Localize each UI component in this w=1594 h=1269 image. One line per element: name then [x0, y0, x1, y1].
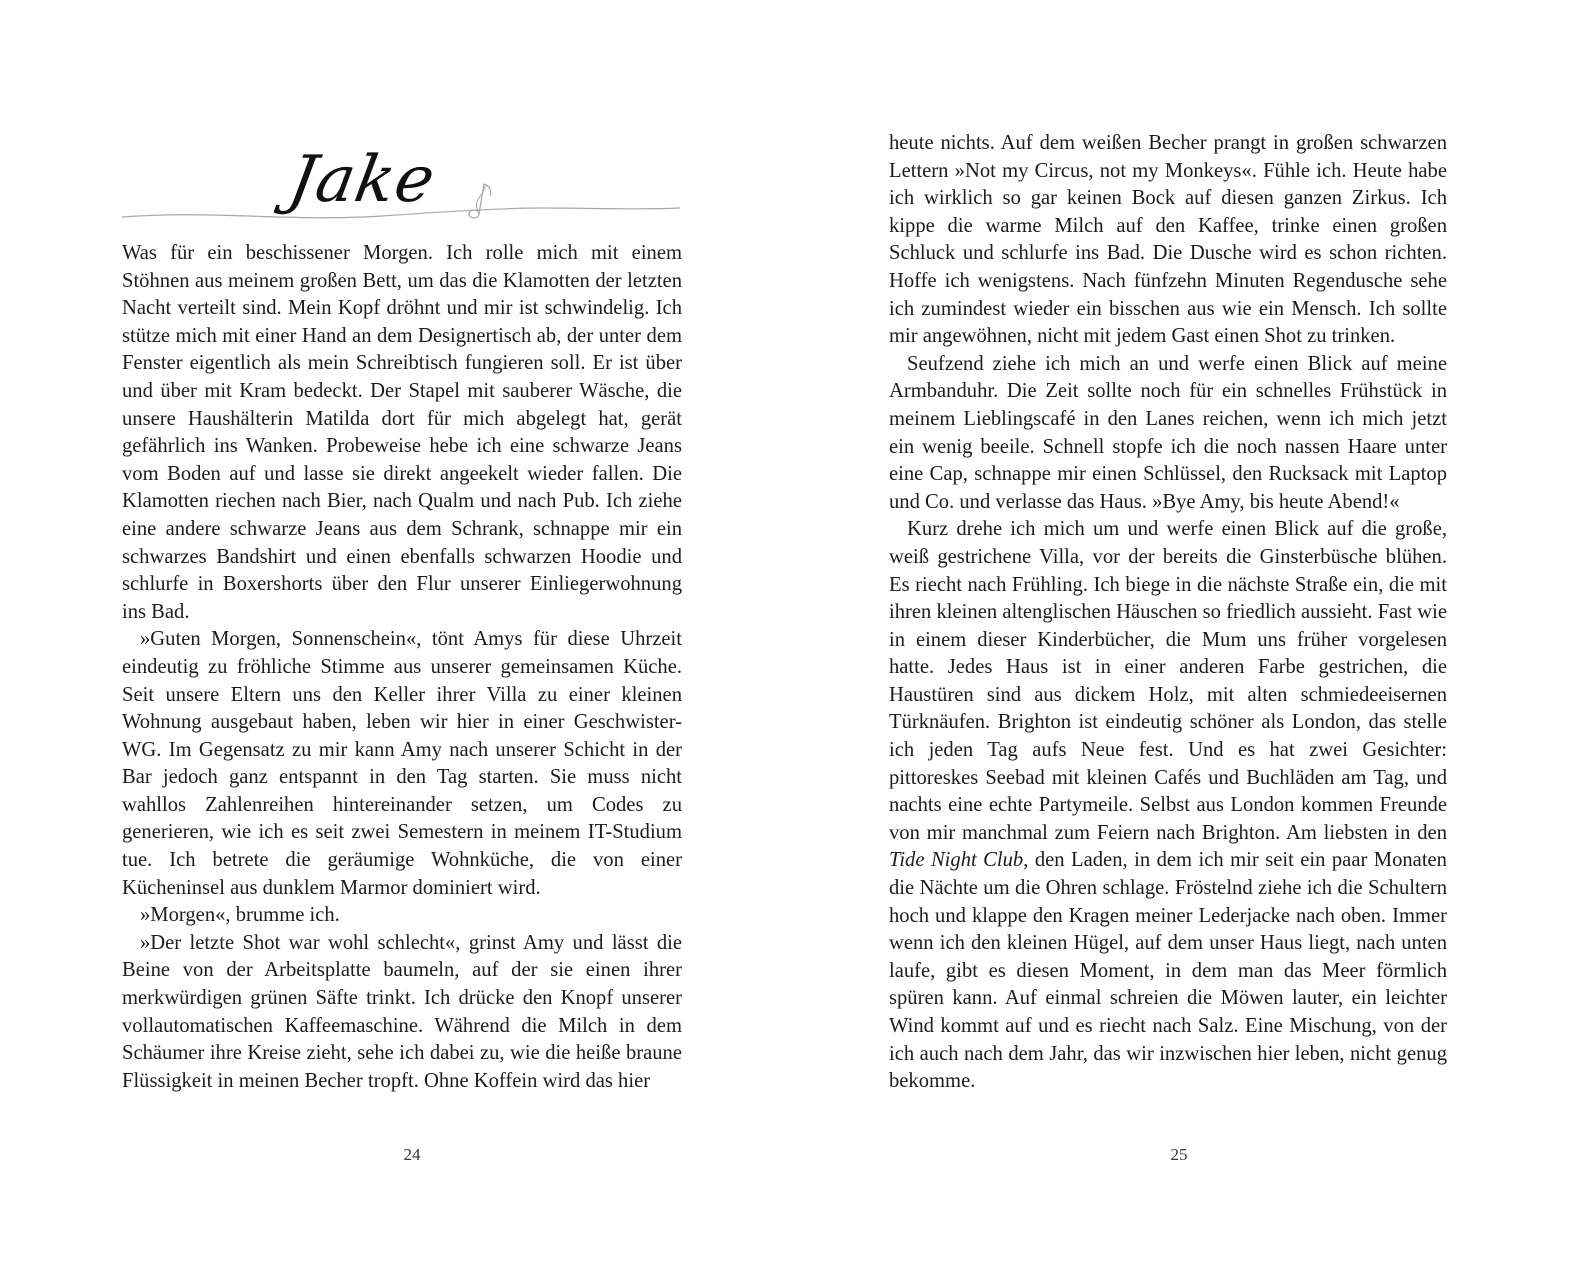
chapter-title: Jake — [283, 143, 441, 217]
page-number: 25 — [1170, 1145, 1188, 1164]
paragraph-part: Kurz drehe ich mich um und werfe einen Blick auf die große, weiß gestrichene Villa, vor der bereits die Ginsterbüsche blühen. Es riecht nach Frühling. Ich biege in die nächste Straße ein, die mit ihren kleinen altenglischen Häuschen so friedlich aussieht. Fast wie in einem dieser Kinderbücher, die Mum uns früher vorgelesen hatte. Jedes Haus ist in einer anderen Farbe gestrichen, die Haustüren sind aus dickem Holz, mit alten schmiedeeisernen Türknäufen. Brighton ist eindeutig schöner als London, das stelle ich jeden Tag aufs Neue fest. Und es hat zwei Gesichter: pittoreskes Seebad mit kleinen Cafés und Buchläden am Tag, und nachts eine echte Partymeile. Selbst aus London kommen Freunde von mir manchmal zum Feiern nach Brighton. Am liebsten in den — [889, 518, 1447, 844]
right-page — [797, 0, 1594, 1269]
paragraph — [889, 516, 1447, 1095]
paragraph: Was für ein beschissener Morgen. Ich rolle mich mit einem Stöhnen aus meinem großen Bett, um das die Klamotten der letzten Nacht verteilt sind. Mein Kopf dröhnt und mir ist schwindelig. Ich stütze mich mit einer Hand an dem Designertisch ab, der unter dem Fenster eigentlich als mein Schreibtisch fungieren soll. Er ist über und über mit Kram bedeckt. Der Stapel mit sauberer Wäsche, die unsere Haushälterin Matilda dort für mich abgelegt hat, gerät gefährlich ins Wanken. Probeweise hebe ich eine schwarze Jeans vom Boden auf und lasse sie direkt angeekelt wieder fallen. Die Klamotten riechen nach Bier, nach Qualm und nach Pub. Ich ziehe eine andere schwarze Jeans aus dem Schrank, schnappe mir ein schwarzes Bandshirt und einen ebenfalls schwarzen Hoodie und schlurfe in Boxershorts über den Flur unserer Einliegerwohnung ins Bad. — [122, 242, 682, 623]
body-text-right — [889, 130, 1447, 1096]
club-name: Tide Night Club — [889, 849, 1024, 872]
chapter-heading — [122, 138, 682, 230]
paragraph: Seufzend ziehe ich mich an und werfe einen Blick auf meine Armbanduhr. Die Zeit sollte noch für ein schnelles Frühstück in meinem Lieblingscafé in den Lanes reichen, wenn ich mich jetzt ein wenig beeile. Schnell stopfe ich die noch nassen Haare unter eine Cap, schnappe mir einen Schlüssel, den Rucksack mit Laptop und Co. und verlasse das Haus. »Bye Amy, bis heute Abend!« — [889, 352, 1447, 513]
paragraph: »Der letzte Shot war wohl schlecht«, grinst Amy und lässt die Beine von der Arbeitsplatte baumeln, auf der sie einen ihrer merkwürdigen grünen Säfte trinkt. Ich drücke den Knopf unserer vollautomatischen Kaffeemaschine. Während die Milch in dem Schäumer ihre Kreise zieht, sehe ich dabei zu, wie die heiße braune Flüssigkeit in meinen Becher tropft. Ohne Koffein wird das hier — [122, 931, 682, 1092]
paragraph: »Guten Morgen, Sonnenschein«, tönt Amys für diese Uhrzeit eindeutig zu fröhliche Stimme aus unserer gemeinsamen Küche. Seit unsere Eltern uns den Keller ihrer Villa zu einer kleinen Wohnung ausgebaut haben, leben wir hier in einer Geschwister-WG. Im Gegensatz zu mir kann Amy nach unserer Schicht in der Bar jedoch ganz entspannt in den Tag starten. Sie muss nicht wahllos Zahlenreihen hintereinander setzen, um Codes zu generieren, wie ich es seit zwei Semestern in meinem IT-Studium tue. Ich betrete die geräumige Wohnküche, die von einer Kücheninsel aus dunklem Marmor dominiert wird. — [122, 628, 682, 899]
paragraph-part: , den Laden, in dem ich mir seit ein paar Monaten die Nächte um die Ohren schlage. Fröstelnd ziehe ich die Schultern hoch und klappe den Kragen meiner Lederjacke nach oben. Immer wenn ich den kleinen Hügel, auf dem unser Haus liegt, nach unten laufe, gibt es diesen Moment, in dem man das Meer förmlich spüren kann. Auf einmal schreien die Möwen lauter, ein leichter Wind kommt auf und es riecht nach Salz. Eine Mischung, von der ich auch nach dem Jahr, das wir inzwischen hier leben, nicht genug bekomme. — [889, 849, 1447, 1093]
paragraph: »Morgen«, brumme ich. — [140, 904, 340, 927]
paragraph: heute nichts. Auf dem weißen Becher prangt in großen schwarzen Lettern »Not my Circus, not my Monkeys«. Fühle ich. Heute habe ich wirklich so gar keinen Bock auf diesen ganzen Zirkus. Ich kippe die warme Milch auf den Kaffee, trinke einen großen Schluck und schlurfe ins Bad. Die Dusche wird es schon richten. Hoffe ich wenigstens. Nach fünfzehn Minuten Regendusche sehe ich zumindest wieder ein bisschen aus wie ein Mensch. Ich sollte mir angewöhnen, nicht mit jedem Gast einen Shot zu trinken. — [889, 132, 1447, 348]
page-number: 24 — [403, 1145, 421, 1164]
body-text-left — [122, 240, 682, 1095]
